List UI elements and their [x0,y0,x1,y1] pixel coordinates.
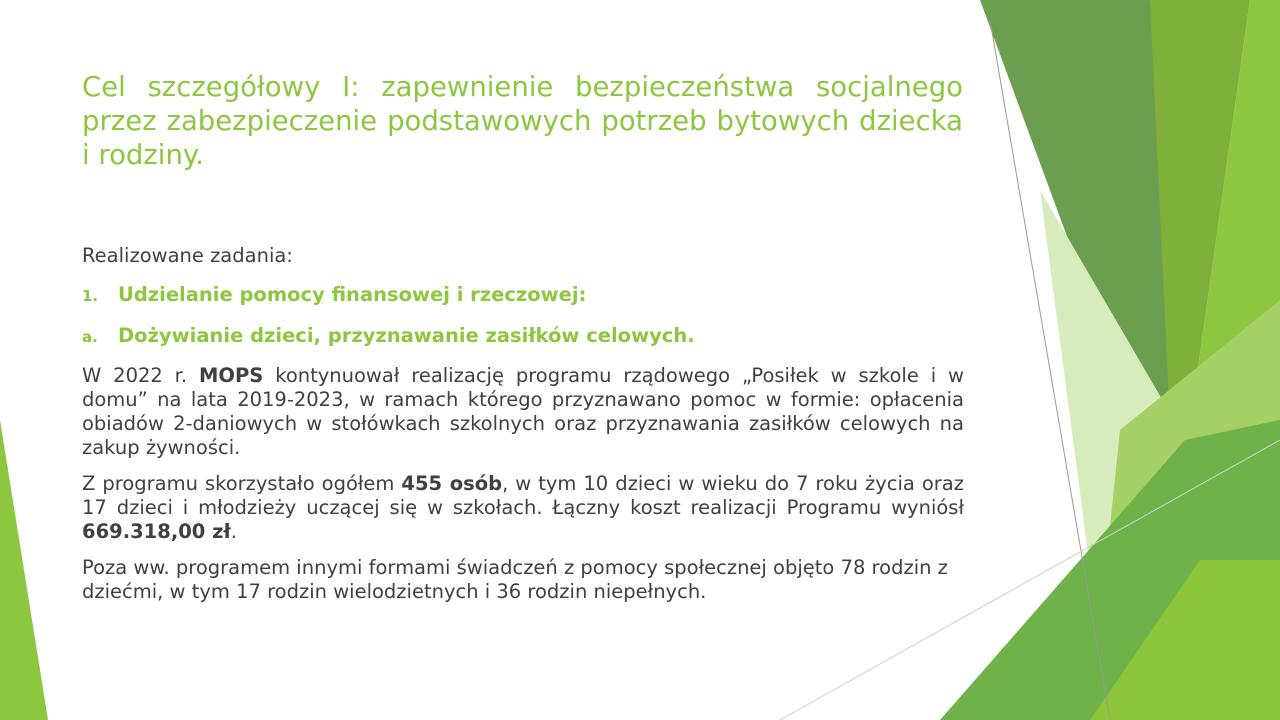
program-paragraph [82,364,964,460]
text-run: , w tym 10 dzieci w wieku do 7 roku życia oraz 17 dzieci i młodzieży uczącej się w szkołach. Łączny koszt realizacji Programu wyniósł [82,472,964,519]
text-run: Z programu skorzystało ogółem [82,472,402,495]
text-run: . [230,520,237,543]
persons-count: 455 osób [401,472,503,495]
mops-emphasis: MOPS [199,364,264,387]
slide-body [82,242,964,604]
task-item-a [82,321,964,352]
text-run: W 2022 r. [82,364,199,387]
other-aid-paragraph: Poza ww. programem innymi formami świadczeń z pomocy społecznej objęto 78 rodzin z dziećmi, w tym 17 rodzin wielodzietnych i 36 rodzin niepełnych. [82,556,948,603]
task-number: 1. [82,287,99,305]
task-label: Udzielanie pomocy finansowej i rzeczowej: [118,283,587,306]
beneficiaries-paragraph [82,472,964,544]
left-green-sliver [0,420,48,720]
total-cost: 669.318,00 zł [82,520,231,543]
task-label: Dożywianie dzieci, przyznawanie zasiłków celowych. [118,324,695,347]
task-number: a. [82,328,98,346]
slide-title: Cel szczegółowy I: zapewnienie bezpieczeństwa socjalnego przez zabezpieczenie podstawowych potrzeb bytowych dziecka i rodziny. [82,71,963,171]
text-run: kontynuował realizację programu rządowego „Posiłek w szkole i w domu” na lata 2019-2023, w ramach którego przyznawano pomoc w formie: opłacenia obiadów 2-daniowych w stołówkach szkolnych oraz przyznawania zasiłków celowych na zakup żywności. [82,364,964,459]
task-item-1 [82,280,964,311]
tasks-intro: Realizowane zadania: [82,244,293,267]
